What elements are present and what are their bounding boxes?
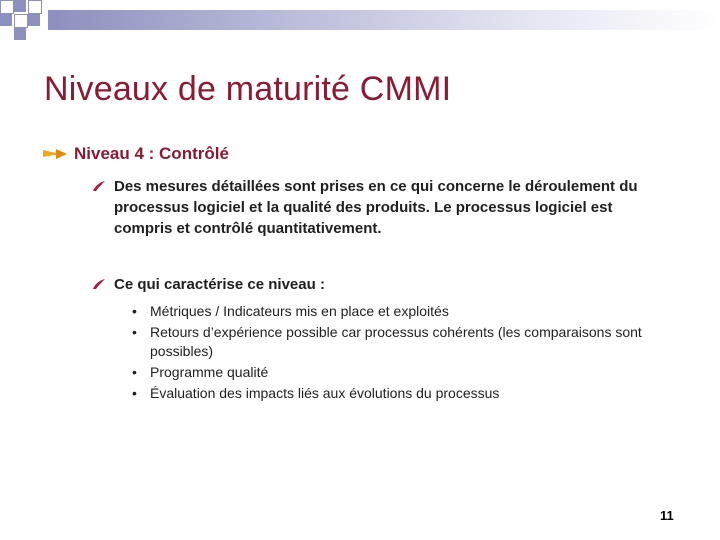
deco-square bbox=[14, 0, 26, 12]
list-item bbox=[132, 363, 682, 382]
header-decoration bbox=[0, 0, 720, 40]
point-row bbox=[92, 274, 654, 295]
level-heading: Niveau 4 : Contrôlé bbox=[74, 144, 229, 163]
swoosh-bullet-icon bbox=[92, 180, 106, 192]
list-item-text: Retours d’expérience possible car processus cohérents (les comparaisons sont possibles) bbox=[150, 324, 642, 359]
deco-square bbox=[14, 28, 26, 40]
deco-square bbox=[0, 0, 14, 14]
bullet-dot: • bbox=[132, 364, 137, 380]
list-item bbox=[132, 302, 682, 321]
list-item bbox=[132, 323, 682, 361]
list-item bbox=[132, 384, 682, 403]
list-item-text: Programme qualité bbox=[150, 364, 269, 380]
deco-square bbox=[14, 14, 28, 28]
list-item-text: Métriques / Indicateurs mis en place et exploités bbox=[150, 303, 449, 319]
header-gradient-bar bbox=[48, 10, 720, 30]
point-row bbox=[92, 176, 654, 239]
point-text: Ce qui caractérise ce niveau : bbox=[114, 276, 325, 293]
list-item-text: Évaluation des impacts liés aux évolutions du processus bbox=[150, 385, 500, 401]
level-heading-row bbox=[42, 144, 229, 164]
point-text: Des mesures détaillées sont prises en ce qui concerne le déroulement du processus logiciel et la qualité des produits. Le processus logiciel est compris et contrôlé quantitativement. bbox=[114, 178, 638, 237]
bullet-dot: • bbox=[132, 385, 137, 401]
page-number: 11 bbox=[660, 508, 674, 523]
sub-bullet-list bbox=[132, 302, 682, 405]
swoosh-bullet-icon bbox=[92, 278, 106, 290]
bullet-dot: • bbox=[132, 303, 137, 319]
bullet-dot: • bbox=[132, 324, 137, 340]
deco-square bbox=[28, 14, 40, 26]
slide-title: Niveaux de maturité CMMI bbox=[44, 70, 452, 108]
deco-square bbox=[28, 0, 42, 14]
arrow-bullet-icon bbox=[42, 146, 68, 162]
deco-square bbox=[0, 14, 12, 26]
